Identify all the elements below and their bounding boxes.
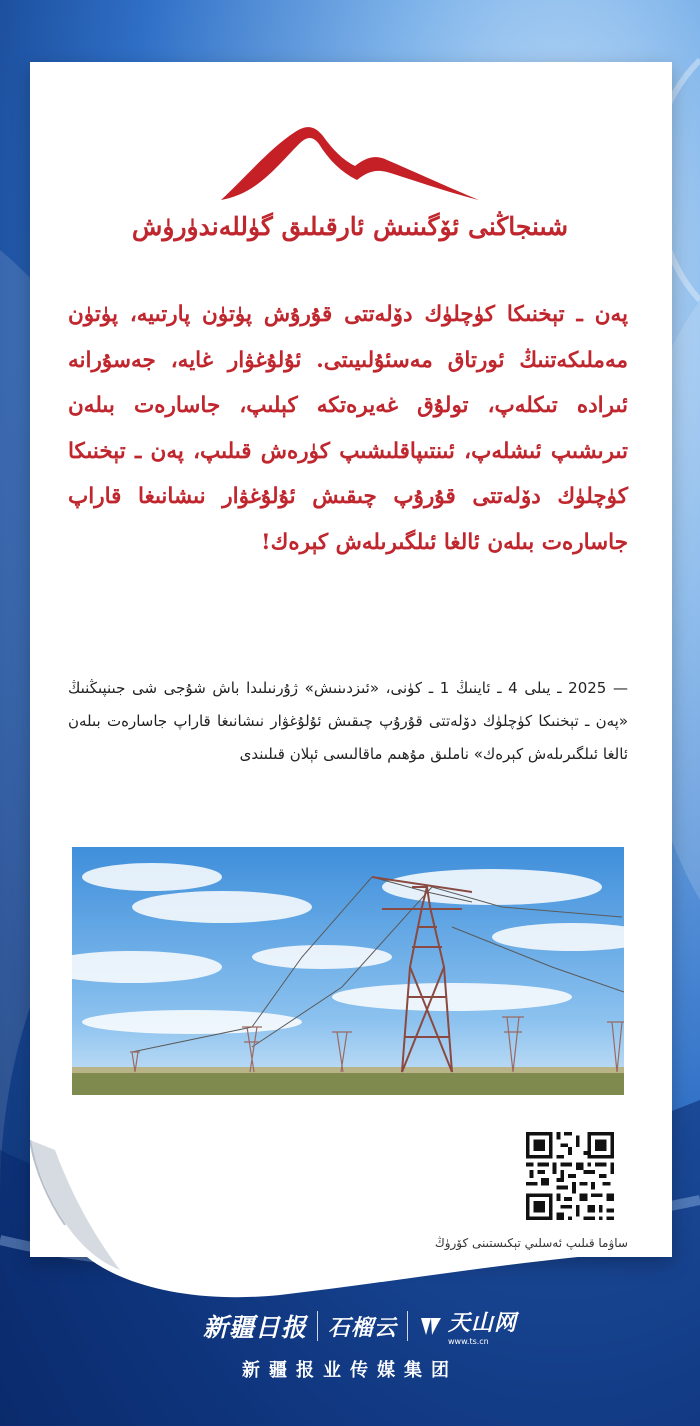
qr-code[interactable] — [522, 1128, 618, 1224]
qr-caption: ساۋما قىلىپ ئەسلىي تېكىستىنى كۆرۈڭ — [434, 1236, 628, 1250]
logo-divider — [407, 1311, 408, 1341]
power-tower-photo — [72, 847, 624, 1095]
tianshan-logo — [418, 1306, 517, 1346]
tianshan-url: www.ts.cn — [448, 1337, 489, 1346]
xinjiang-daily-logo: 新疆日报 — [202, 1313, 307, 1342]
tianshan-brand-text: 天山网 — [448, 1310, 518, 1336]
tianshan-emblem-icon — [418, 1313, 444, 1339]
logo-divider — [317, 1311, 318, 1341]
shiliuyun-logo: 石榴云 — [327, 1314, 397, 1341]
page-title: شىنجاڭنى ئۆگىنىش ئارقىلىق گۈللەندۈرۈش — [131, 212, 569, 241]
mountain-logo — [215, 120, 485, 210]
source-text: — 2025 ـ يىلى 4 ـ ئاينىڭ 1 ـ كۈنى، «ئىزدىنىش» ژۇرنىلىدا باش شۇجى شى جىنپىڭنىڭ «پەن ـ تېخنىكا كۈچلۈك دۆلەتتى قۇرۇپ چىقىش ئۇلۇغۋار نىشانىغا قاراپ جاسارەت بىلەن ئالغا ئىلگىرىلەش كېرەك» ناملىق مۇھىم ماقالىسى ئېلان قىلىندى — [68, 679, 628, 763]
media-group-name: 新疆报业传媒集团 — [242, 1360, 458, 1381]
quote-text: پەن ـ تېخنىكا كۈچلۈك دۆلەتتى قۇرۇش پۈتۈن پارتىيە، پۈتۈن مەملىكەتنىڭ ئورتاق مەسئۇلىيىتى. ئۇلۇغۋار غايە، جەسۇرانە ئىرادە تىكلەپ، تولۇق غەيرەتكە كېلىپ، جاسارەت بىلەن تىرىشىپ ئىشلەپ، ئىنتىپاقلىشىپ كۈرەش قىلىپ، پەن ـ تېخنىكا كۈچلۈك دۆلەتتى قۇرۇپ چىقىش ئۇلۇغۋار نىشانىغا قاراپ جاسارەت بىلەن ئالغا ئىلگىرىلەش كېرەك! — [68, 302, 628, 555]
publisher-logos — [180, 1306, 540, 1346]
